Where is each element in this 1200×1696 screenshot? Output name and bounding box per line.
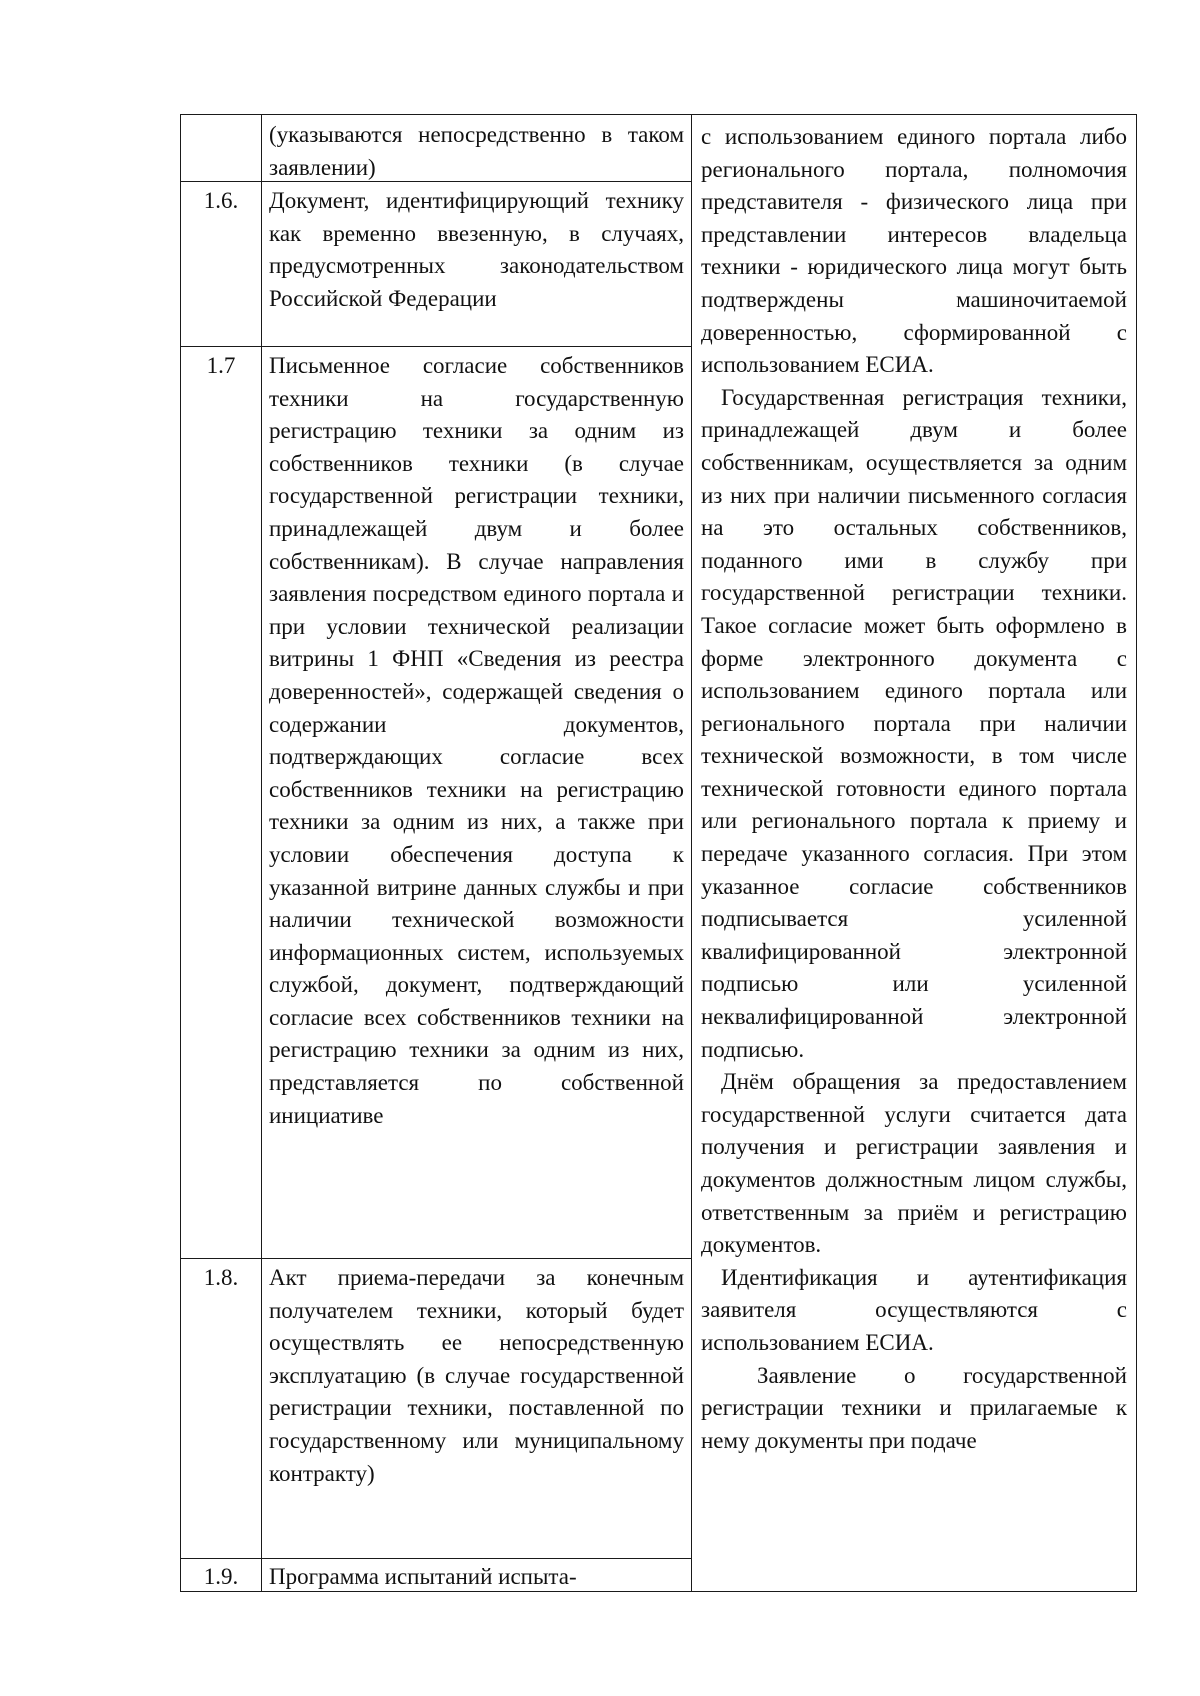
paragraph: Днём обращения за предоставлением государственной услуги считается дата получения и регистрации заявления и документов должностным лицом службы, ответственным за приём и регистрацию документов. — [701, 1069, 1127, 1258]
right-column-text — [701, 121, 1127, 1457]
paragraph: с использованием единого портала либо регионального портала, полномочия представителя - физического лица при представлении интересов владельца техники - юридического лица могут быть подтверждены машиночитаемой доверенностью, сформированной с использованием ЕСИА. — [701, 124, 1127, 378]
row-text: Акт приема-передачи за конечным получателем техники, который будет осуществлять ее непосредственную эксплуатацию (в случае государственной регистрации техники, поставленной по государственному или муниципальному контракту) — [269, 1265, 684, 1486]
column-divider-number — [261, 115, 262, 1591]
row-text: Письменное согласие собственников техники на государственную регистрацию техники за одним из собственников техники (в случае государственной регистрации техники, принадлежащей двум и более собственникам). В случае направления заявления посредством единого портала и при условии технической реализации витрины 1 ФНП «Сведения из реестра доверенностей», содержащей сведения о содержании документов, подтверждающих согласие всех собственников техники на регистрацию техники за одним из них, а также при условии обеспечения доступа к указанной витрине данных службы и при наличии технической возможности информационных систем, используемых службой, документ, подтверждающий согласие всех собственников техники на регистрацию техники за одним из них, представляется по собственной инициативе — [269, 353, 684, 1128]
row-text: (указываются непосредственно в таком заявлении) — [269, 122, 684, 180]
row-number: 1.9. — [203, 1564, 239, 1589]
column-divider-middle — [691, 115, 692, 1591]
row-number: 1.6. — [203, 188, 239, 213]
paragraph: Идентификация и аутентификация заявителя осуществляются с использованием ЕСИА. — [701, 1264, 1127, 1355]
paragraph: Государственная регистрация техники, принадлежащей двум и более собственникам, осуществляется за одним из них при наличии письменного согласия на это остальных собственников, поданного ими в службу при государственной регистрации техники. Такое согласие может быть оформлено в форме электронного документа с использованием единого портала или регионального портала при наличии технической возможности, в том числе технической готовности единого портала или регионального портала к приему и передаче указанного согласия. При этом указанное согласие собственников подписывается усиленной квалифицированной электронной подписью или усиленной неквалифицированной электронной подписью. — [701, 384, 1127, 1062]
row-divider — [181, 1258, 691, 1259]
document-table — [180, 114, 1137, 1592]
row-divider — [181, 1558, 691, 1559]
row-number: 1.7 — [206, 353, 236, 378]
row-number: 1.8. — [203, 1265, 239, 1290]
row-text: Документ, идентифицирующий технику как временно ввезенную, в случаях, предусмотренных законодательством Российской Федерации — [269, 188, 684, 311]
row-divider — [181, 346, 691, 347]
row-text: Программа испытаний испыта- — [269, 1564, 577, 1589]
paragraph: Заявление о государственной регистрации техники и прилагаемые к нему документы при подаче — [701, 1362, 1127, 1453]
